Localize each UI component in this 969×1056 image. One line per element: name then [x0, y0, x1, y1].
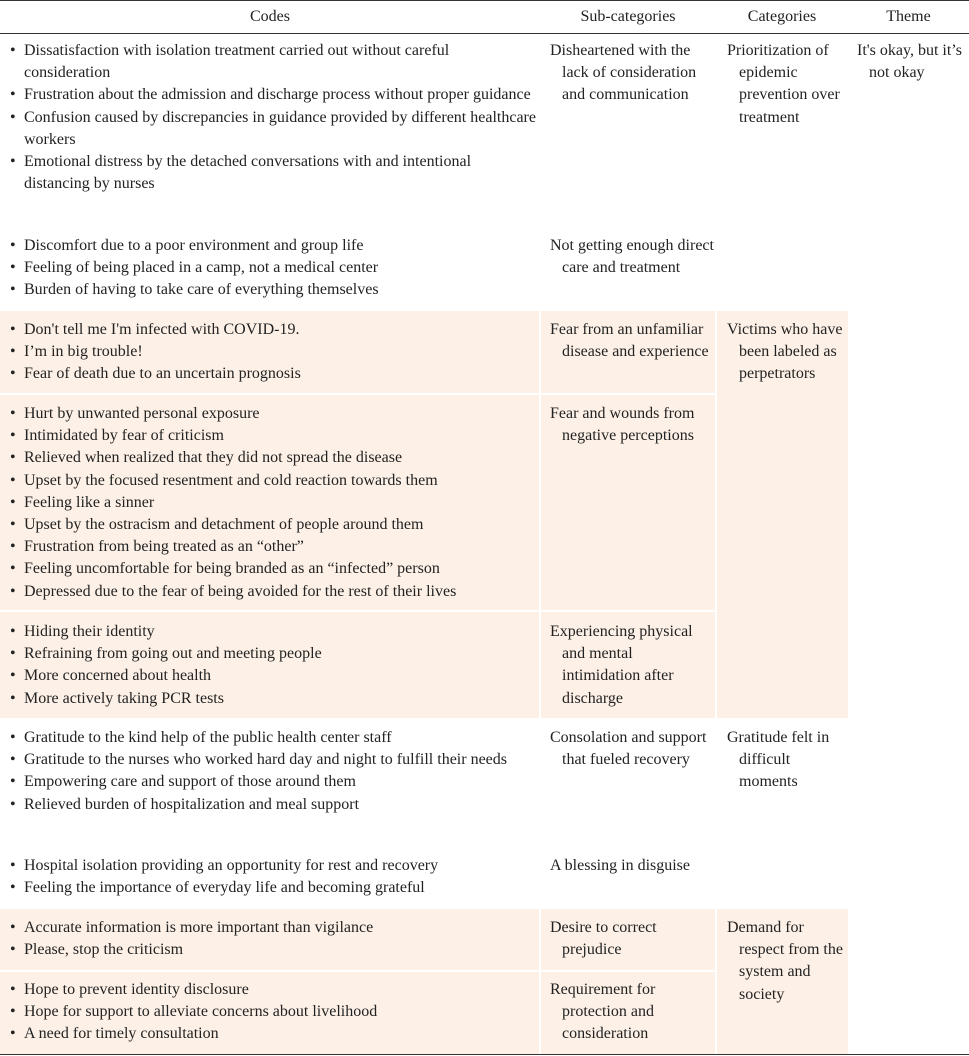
code-item: • Upset by the focused resentment and cold reaction towards them	[10, 470, 538, 492]
theme-text: It's okay, but it’s not okay	[857, 42, 962, 82]
theme-cell	[857, 40, 967, 84]
subcategory-text: Requirement for protection and consideration	[550, 981, 656, 1043]
code-item: • More concerned about health	[10, 665, 538, 687]
code-item: • Hope to prevent identity disclosure	[10, 979, 538, 1001]
codes-cell	[10, 917, 538, 961]
codes-cell	[10, 621, 538, 710]
column-separator	[539, 909, 541, 1054]
code-item: • Depressed due to the fear of being avoided for the rest of their lives	[10, 581, 538, 603]
code-item: • Emotional distress by the detached conversations with and intentional distancing by nurses	[10, 151, 538, 195]
code-item: • Hospital isolation providing an opportunity for rest and recovery	[10, 855, 538, 877]
subcategory-cell	[550, 727, 714, 771]
code-item: • Relieved when realized that they did not spread the disease	[10, 447, 538, 469]
code-item: • Upset by the ostracism and detachment of people around them	[10, 514, 538, 536]
subcategory-cell	[550, 979, 714, 1046]
code-item: • Relieved burden of hospitalization and meal support	[10, 794, 538, 816]
code-item: • Don't tell me I'm infected with COVID-19.	[10, 319, 538, 341]
header-subcategories: Sub-categories	[580, 8, 676, 25]
codes-cell	[10, 855, 538, 899]
column-separator	[715, 909, 717, 1054]
subcategory-cell	[550, 917, 714, 961]
codes-cell	[10, 727, 538, 816]
code-item: • Gratitude to the nurses who worked hard day and night to fulfill their needs	[10, 749, 538, 771]
code-item: • Frustration about the admission and discharge process without proper guidance	[10, 84, 538, 106]
code-item: • Hope for support to alleviate concerns about livelihood	[10, 1001, 538, 1023]
code-item: • Refraining from going out and meeting people	[10, 643, 538, 665]
code-item: • Frustration from being treated as an “other”	[10, 536, 538, 558]
category-text: Gratitude felt in difficult moments	[727, 729, 830, 791]
category-text: Prioritization of epidemic prevention over treatment	[727, 42, 840, 126]
code-item: • More actively taking PCR tests	[10, 688, 538, 710]
codes-cell	[10, 235, 538, 302]
subcategory-cell	[550, 235, 714, 279]
code-item: • Hurt by unwanted personal exposure	[10, 403, 538, 425]
subcategory-text: Consolation and support that fueled recovery	[550, 729, 707, 769]
codes-cell	[10, 40, 538, 195]
code-item: • Dissatisfaction with isolation treatment carried out without careful consideration	[10, 40, 538, 84]
subcategory-cell	[550, 403, 714, 447]
code-item: • Intimidated by fear of criticism	[10, 425, 538, 447]
subcategory-text: Not getting enough direct care and treatment	[550, 237, 714, 277]
subcategory-cell	[550, 319, 714, 363]
subcategory-text: Fear from an unfamiliar disease and experience	[550, 321, 709, 361]
code-item: • Confusion caused by discrepancies in guidance provided by different healthcare workers	[10, 107, 538, 151]
subcategory-text: Disheartened with the lack of consideration and communication	[550, 42, 697, 104]
code-item: • Gratitude to the kind help of the public health center staff	[10, 727, 538, 749]
header-theme: Theme	[886, 8, 931, 25]
category-cell	[727, 40, 843, 129]
code-item: • Feeling uncomfortable for being branded as an “infected” person	[10, 558, 538, 580]
code-item: • Empowering care and support of those around them	[10, 771, 538, 793]
code-item: • Feeling like a sinner	[10, 492, 538, 514]
subcategory-text: Fear and wounds from negative perceptions	[550, 405, 695, 445]
code-item: • I’m in big trouble!	[10, 341, 538, 363]
row-separator	[0, 393, 716, 395]
code-item: • Fear of death due to an uncertain prognosis	[10, 363, 538, 385]
column-separator	[715, 311, 717, 718]
category-text: Victims who have been labeled as perpetrators	[727, 321, 843, 383]
table-bottom-rule	[0, 1054, 969, 1055]
subcategory-cell	[550, 40, 714, 107]
subcategory-cell	[550, 621, 714, 710]
code-item: • Please, stop the criticism	[10, 939, 538, 961]
category-cell	[727, 727, 843, 794]
subcategory-cell	[550, 855, 714, 877]
category-text: Demand for respect from the system and society	[727, 919, 843, 1003]
header-rule	[0, 33, 969, 34]
row-separator	[0, 970, 716, 972]
codes-cell	[10, 403, 538, 603]
code-item: • Feeling of being placed in a camp, not a medical center	[10, 257, 538, 279]
subcategory-text: Desire to correct prejudice	[550, 919, 657, 959]
category-cell	[727, 319, 843, 386]
codes-cell	[10, 979, 538, 1046]
code-item: • Accurate information is more important than vigilance	[10, 917, 538, 939]
subcategory-text: A blessing in disguise	[550, 857, 691, 874]
row-separator	[0, 610, 716, 612]
header-categories: Categories	[747, 8, 817, 25]
code-item: • Burden of having to take care of everything themselves	[10, 279, 538, 301]
code-item: • Feeling the importance of everyday life and becoming grateful	[10, 877, 538, 899]
subcategory-text: Experiencing physical and mental intimidation after discharge	[550, 623, 693, 707]
category-cell	[727, 917, 843, 1006]
header-codes: Codes	[250, 8, 290, 25]
code-item: • Discomfort due to a poor environment and group life	[10, 235, 538, 257]
code-item: • Hiding their identity	[10, 621, 538, 643]
column-separator	[539, 311, 541, 718]
code-item: • A need for timely consultation	[10, 1023, 538, 1045]
codes-cell	[10, 319, 538, 386]
